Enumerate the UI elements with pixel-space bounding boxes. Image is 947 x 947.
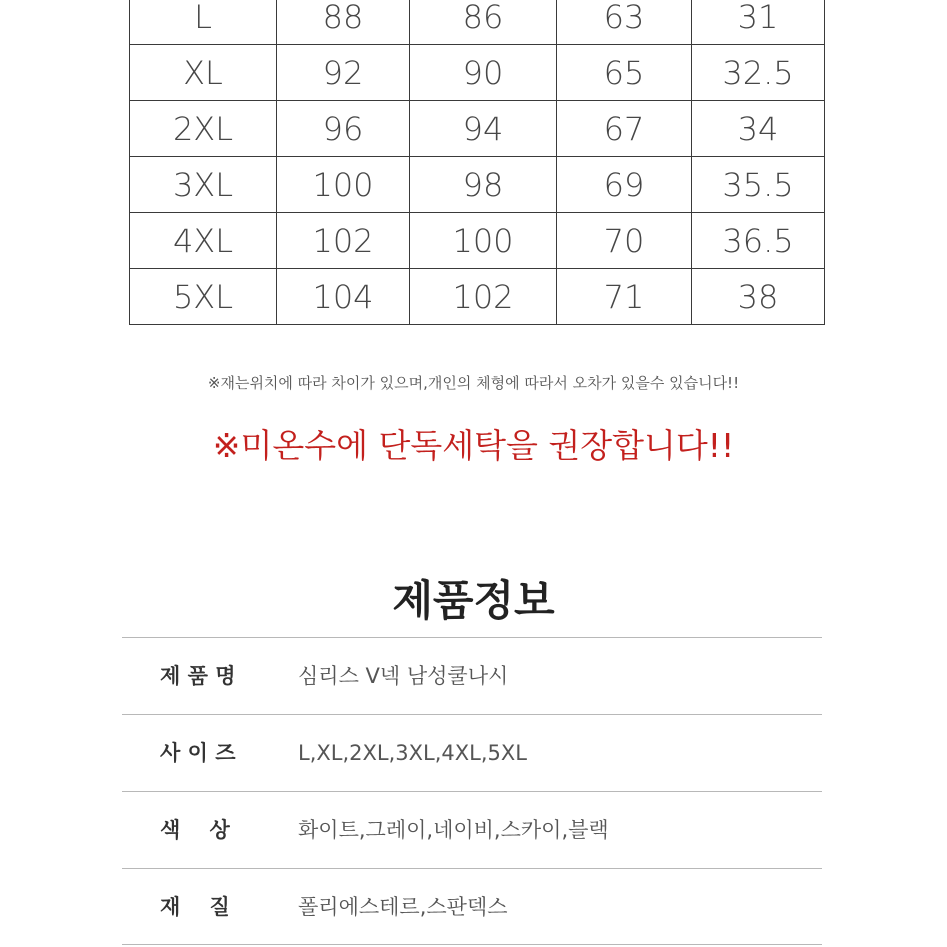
table-row — [130, 269, 825, 325]
product-info-title: 제품정보 — [392, 576, 555, 625]
table-cell: 94 — [410, 101, 557, 157]
table-cell: 102 — [410, 269, 557, 325]
product-material-row — [122, 868, 822, 946]
size-table — [129, 0, 825, 325]
product-color-row — [122, 791, 822, 869]
table-cell: 92 — [277, 45, 410, 101]
info-label: 재 질 — [160, 895, 230, 919]
table-cell: 86 — [410, 0, 557, 45]
table-row — [130, 157, 825, 213]
measurement-note: ※재는위치에 따라 차이가 있으며,개인의 체형에 따라서 오차가 있을수 있습니다!! — [207, 374, 740, 392]
table-cell: 63 — [557, 0, 692, 45]
table-row — [130, 213, 825, 269]
table-cell: 69 — [557, 157, 692, 213]
table-cell: 65 — [557, 45, 692, 101]
table-cell: 88 — [277, 0, 410, 45]
table-cell: 104 — [277, 269, 410, 325]
table-cell-size: 2XL — [130, 101, 277, 157]
table-cell: 34 — [692, 101, 825, 157]
info-value: L,XL,2XL,3XL,4XL,5XL — [298, 741, 527, 765]
info-value: 심리스 V넥 남성쿨나시 — [298, 664, 509, 688]
table-cell: 35.5 — [692, 157, 825, 213]
table-cell: 36.5 — [692, 213, 825, 269]
product-name-row — [122, 637, 822, 715]
info-value: 폴리에스테르,스판덱스 — [298, 895, 508, 919]
info-label: 제 품 명 — [160, 664, 236, 688]
table-cell: 71 — [557, 269, 692, 325]
table-row — [130, 0, 825, 45]
table-cell: 96 — [277, 101, 410, 157]
washing-note: ※미온수에 단독세탁을 권장합니다!! — [212, 426, 735, 465]
table-cell-size: XL — [130, 45, 277, 101]
table-cell: 102 — [277, 213, 410, 269]
table-cell-size: 4XL — [130, 213, 277, 269]
table-cell: 38 — [692, 269, 825, 325]
table-cell: 70 — [557, 213, 692, 269]
divider — [122, 944, 822, 945]
table-cell: 31 — [692, 0, 825, 45]
table-cell-size: 3XL — [130, 157, 277, 213]
table-cell: 67 — [557, 101, 692, 157]
table-cell: 100 — [277, 157, 410, 213]
table-row — [130, 101, 825, 157]
table-row — [130, 45, 825, 101]
table-cell: 32.5 — [692, 45, 825, 101]
info-label: 사 이 즈 — [160, 741, 236, 765]
info-label: 색 상 — [160, 818, 230, 842]
table-cell-size: 5XL — [130, 269, 277, 325]
table-cell: 90 — [410, 45, 557, 101]
table-cell: 100 — [410, 213, 557, 269]
info-value: 화이트,그레이,네이비,스카이,블랙 — [298, 818, 609, 842]
product-size-row — [122, 714, 822, 792]
table-cell-size: L — [130, 0, 277, 45]
table-cell: 98 — [410, 157, 557, 213]
